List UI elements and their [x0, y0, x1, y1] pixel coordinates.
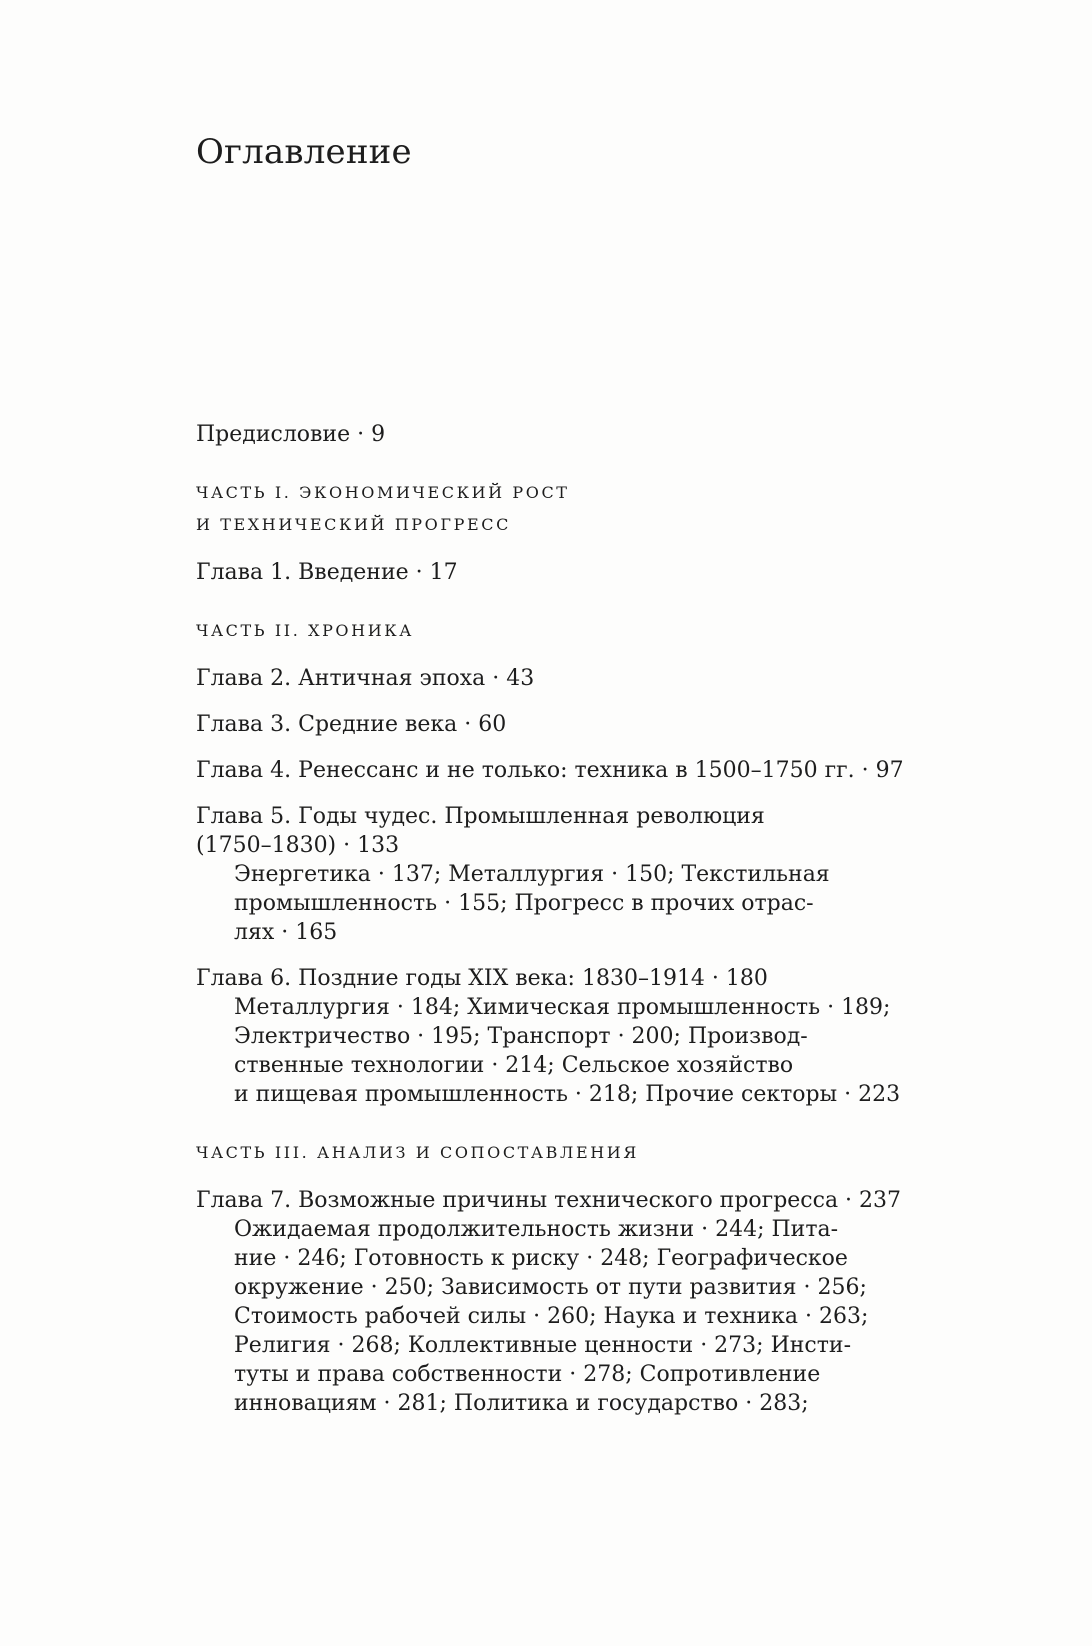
toc-entry-chapter-4[interactable]: Глава 4. Ренессанс и не только: техника в 1500–1750 гг. · 97: [196, 758, 904, 783]
toc-entry-chapter-1[interactable]: Глава 1. Введение · 17: [196, 560, 458, 585]
toc-subentries-chapter-7: Ожидаемая продолжительность жизни · 244; Пита-: [234, 1217, 839, 1242]
toc-subentries-chapter-6: ственные технологии · 214; Сельское хозяйство: [234, 1053, 794, 1078]
toc-subentries-chapter-7: ние · 246; Готовность к риску · 248; Географическое: [234, 1246, 848, 1271]
toc-subentries-chapter-5: Энергетика · 137; Металлургия · 150; Текстильная: [234, 862, 830, 887]
toc-entry-chapter-6[interactable]: Глава 6. Поздние годы XIX века: 1830–1914 · 180: [196, 966, 768, 991]
toc-subentries-chapter-6: и пищевая промышленность · 218; Прочие секторы · 223: [234, 1082, 901, 1107]
toc-entry-chapter-7[interactable]: Глава 7. Возможные причины технического прогресса · 237: [196, 1188, 902, 1213]
toc-entry-preface[interactable]: Предисловие · 9: [196, 422, 386, 447]
toc-subentries-chapter-6: Металлургия · 184; Химическая промышленность · 189;: [234, 995, 891, 1020]
part-heading-1-line2: И ТЕХНИЧЕСКИЙ ПРОГРЕСС: [196, 515, 511, 534]
toc-subentries-chapter-7: Религия · 268; Коллективные ценности · 273; Инсти-: [234, 1333, 852, 1358]
page-title: Оглавление: [196, 132, 412, 172]
toc-subentries-chapter-5: лях · 165: [234, 920, 338, 945]
toc-entry-chapter-5[interactable]: Глава 5. Годы чудес. Промышленная революция: [196, 804, 765, 829]
toc-subentries-chapter-7: инновациям · 281; Политика и государство · 283;: [234, 1391, 809, 1416]
toc-entry-chapter-2[interactable]: Глава 2. Античная эпоха · 43: [196, 666, 535, 691]
toc-entry-chapter-5-line2[interactable]: (1750–1830) · 133: [196, 833, 400, 858]
table-of-contents: [196, 420, 956, 1418]
part-heading-1: ЧАСТЬ I. ЭКОНОМИЧЕСКИЙ РОСТ: [196, 483, 570, 502]
toc-subentries-chapter-6: Электричество · 195; Транспорт · 200; Производ-: [234, 1024, 808, 1049]
toc-entry-chapter-3[interactable]: Глава 3. Средние века · 60: [196, 712, 507, 737]
part-heading-3: ЧАСТЬ III. АНАЛИЗ И СОПОСТАВЛЕНИЯ: [196, 1143, 639, 1162]
toc-subentries-chapter-7: окружение · 250; Зависимость от пути развития · 256;: [234, 1275, 867, 1300]
toc-subentries-chapter-7: Стоимость рабочей силы · 260; Наука и техника · 263;: [234, 1304, 869, 1329]
toc-subentries-chapter-5: промышленность · 155; Прогресс в прочих отрас-: [234, 891, 814, 916]
toc-subentries-chapter-7: туты и права собственности · 278; Сопротивление: [234, 1362, 821, 1387]
part-heading-2: ЧАСТЬ II. ХРОНИКА: [196, 621, 414, 640]
